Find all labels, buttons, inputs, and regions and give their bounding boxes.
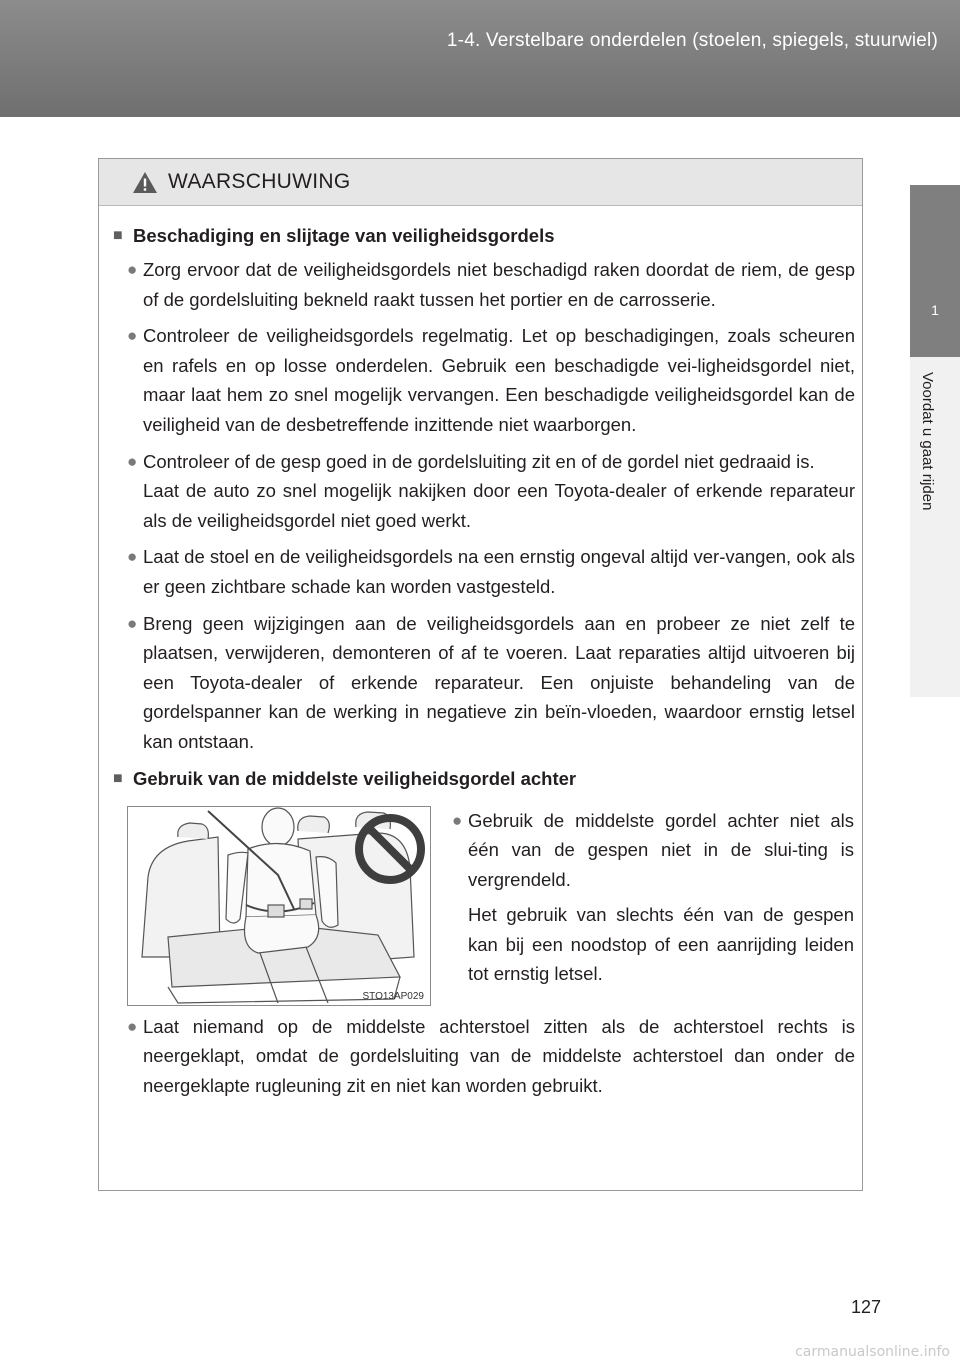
square-bullet-icon: ■ — [113, 769, 123, 787]
list-item: ● Gebruik de middelste gordel achter niet als één van de gespen niet in de slui-ting is vergrendeld. — [438, 806, 854, 895]
bullet-dot-icon: ● — [127, 1016, 138, 1036]
chapter-tab — [910, 185, 960, 357]
warning-box — [98, 158, 863, 1191]
bullet-dot-icon: ● — [127, 260, 138, 279]
section-heading: ■ Beschadiging en slijtage van veiligheidsgordels — [113, 221, 855, 251]
list-item: ● Breng geen wijzigingen aan de veiligheidsgordels aan en probeer ze niet zelf te plaatsen, verwijderen, demonteren of af te voeren. Laat reparaties altijd uitvoeren bij een Toyota-dealer of erkende reparateur. Een onjuiste behandeling van de gordelspanner kan de werking in negatieve zin beïn-vloeden, waardoor ernstig letsel kan ontstaan. — [113, 609, 855, 757]
warning-triangle-icon — [132, 171, 158, 194]
list-item: ● Controleer of de gesp goed in de gordelsluiting zit en of de gordel niet gedraaid is. Laat de auto zo snel mogelijk nakijken door een Toyota-dealer of erkende reparateur als de veiligheidsgordel niet goed werkt. — [113, 447, 855, 536]
section-title: 1-4. Verstelbare onderdelen (stoelen, spiegels, stuurwiel) — [446, 30, 938, 51]
figure-note: Het gebruik van slechts één van de gespen kan bij een noodstop of een aanrijding leiden tot ernstig letsel. — [468, 904, 854, 985]
list-item: ● Controleer de veiligheidsgordels regelmatig. Let op beschadigingen, zoals scheuren en rafels en op losse onderdelen. Gebruik een beschadigde vei-ligheidsgordel niet, maar laat hem zo snel mogelijk vervangen. Een beschadigde veiligheidsgordel kan de veiligheid van de desbetreffende inzittende niet waarborgen. — [113, 321, 855, 439]
list-item: ● Laat niemand op de middelste achterstoel zitten als de achterstoel rechts is neergeklapt, omdat de gordelsluiting van de middelste achterstoel dan onder de neergeklapte rugleuning zit en niet kan worden gebruikt. — [113, 1012, 855, 1101]
figure-text — [438, 806, 854, 990]
figure-code: STO13AP029 — [362, 990, 424, 1002]
warning-content — [113, 217, 855, 1107]
figure-row — [113, 806, 855, 1006]
watermark: carmanualsonline.info — [795, 1344, 950, 1360]
bullet-dot-icon: ● — [127, 613, 138, 633]
prohibition-icon — [353, 812, 427, 886]
warning-title: WAARSCHUWING — [168, 170, 351, 193]
bullet-dot-icon: ● — [452, 810, 463, 830]
page-header — [0, 0, 960, 117]
page-number: 127 — [851, 1297, 882, 1317]
chapter-label: Voordat u gaat rijden — [919, 372, 936, 511]
chapter-number: 1 — [931, 302, 939, 318]
bullet-dot-icon: ● — [127, 451, 138, 471]
list-item: ● Zorg ervoor dat de veiligheidsgordels niet beschadigd raken doordat de riem, de gesp of de gordelsluiting bekneld raakt tussen het portier en de carrosserie. — [113, 255, 855, 314]
section-heading: ■ Gebruik van de middelste veiligheidsgordel achter — [113, 764, 855, 794]
list-item: ● Laat de stoel en de veiligheidsgordels na een ernstig ongeval altijd ver-vangen, ook als er geen zichtbare schade kan worden vastgesteld. — [113, 542, 855, 601]
bullet-dot-icon: ● — [127, 547, 138, 567]
warning-header — [99, 159, 862, 206]
bullet-dot-icon: ● — [127, 326, 138, 346]
square-bullet-icon: ■ — [113, 227, 123, 244]
